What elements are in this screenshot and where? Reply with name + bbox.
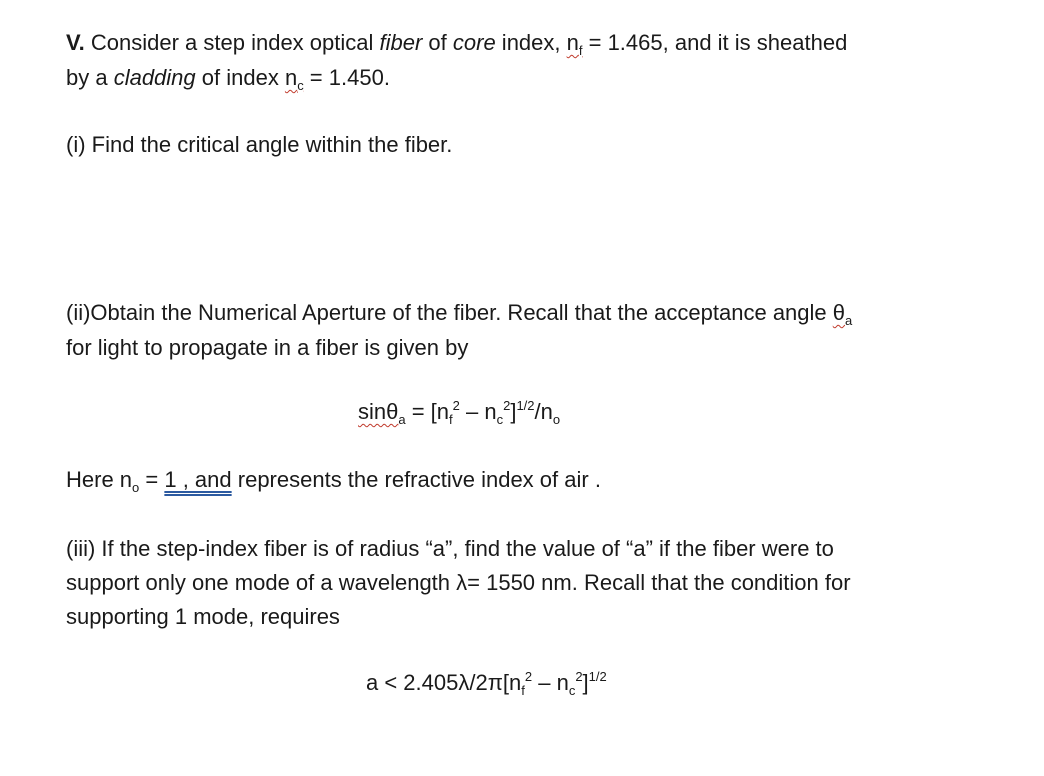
air-index-note: Here $n_o = 1$ , and represents the refractive index of air . [66,467,601,495]
grammar-flagged-text: 1 , and [164,467,232,492]
problem-statement-line-1: V. Consider a step index optical fiber of core index, $n_f = 1.465$, and it is sheathed [66,30,848,58]
problem-number: V. [66,30,85,55]
term-cladding: cladding [113,65,196,90]
single-mode-condition-equation: $a < 2.405\lambda/2\pi[n_f^2 - n_c^2]^{1/2}$ [366,669,607,698]
part-iii-line-2: support only one mode of a wavelength λ= 1550 nm. Recall that the condition for [66,570,851,595]
part-i-question: (i) Find the critical angle within the fiber. [66,132,453,157]
problem-statement-line-2: by a cladding of index $n_c = 1.450$. [66,65,390,93]
part-iii-line-1: (iii) If the step-index fiber is of radius “a”, find the value of “a” if the fiber were to [66,536,834,561]
nf-symbol: $n_f$ [566,30,583,58]
part-ii-line-1: (ii)Obtain the Numerical Aperture of the fiber. Recall that the acceptance angle $\theta_a$ [66,300,853,328]
nc-symbol: $n_c$ [284,65,304,93]
part-ii-line-2: for light to propagate in a fiber is given by [66,335,469,360]
term-core: core [452,30,496,55]
theta-a-symbol: $\theta_a$ [832,300,853,328]
term-fiber: fiber [379,30,423,55]
part-iii-line-3: supporting 1 mode, requires [66,604,340,629]
acceptance-angle-equation: $\sin\theta_a = [n_f^2 - n_c^2]^{1/2}/n_o$ [358,398,561,427]
